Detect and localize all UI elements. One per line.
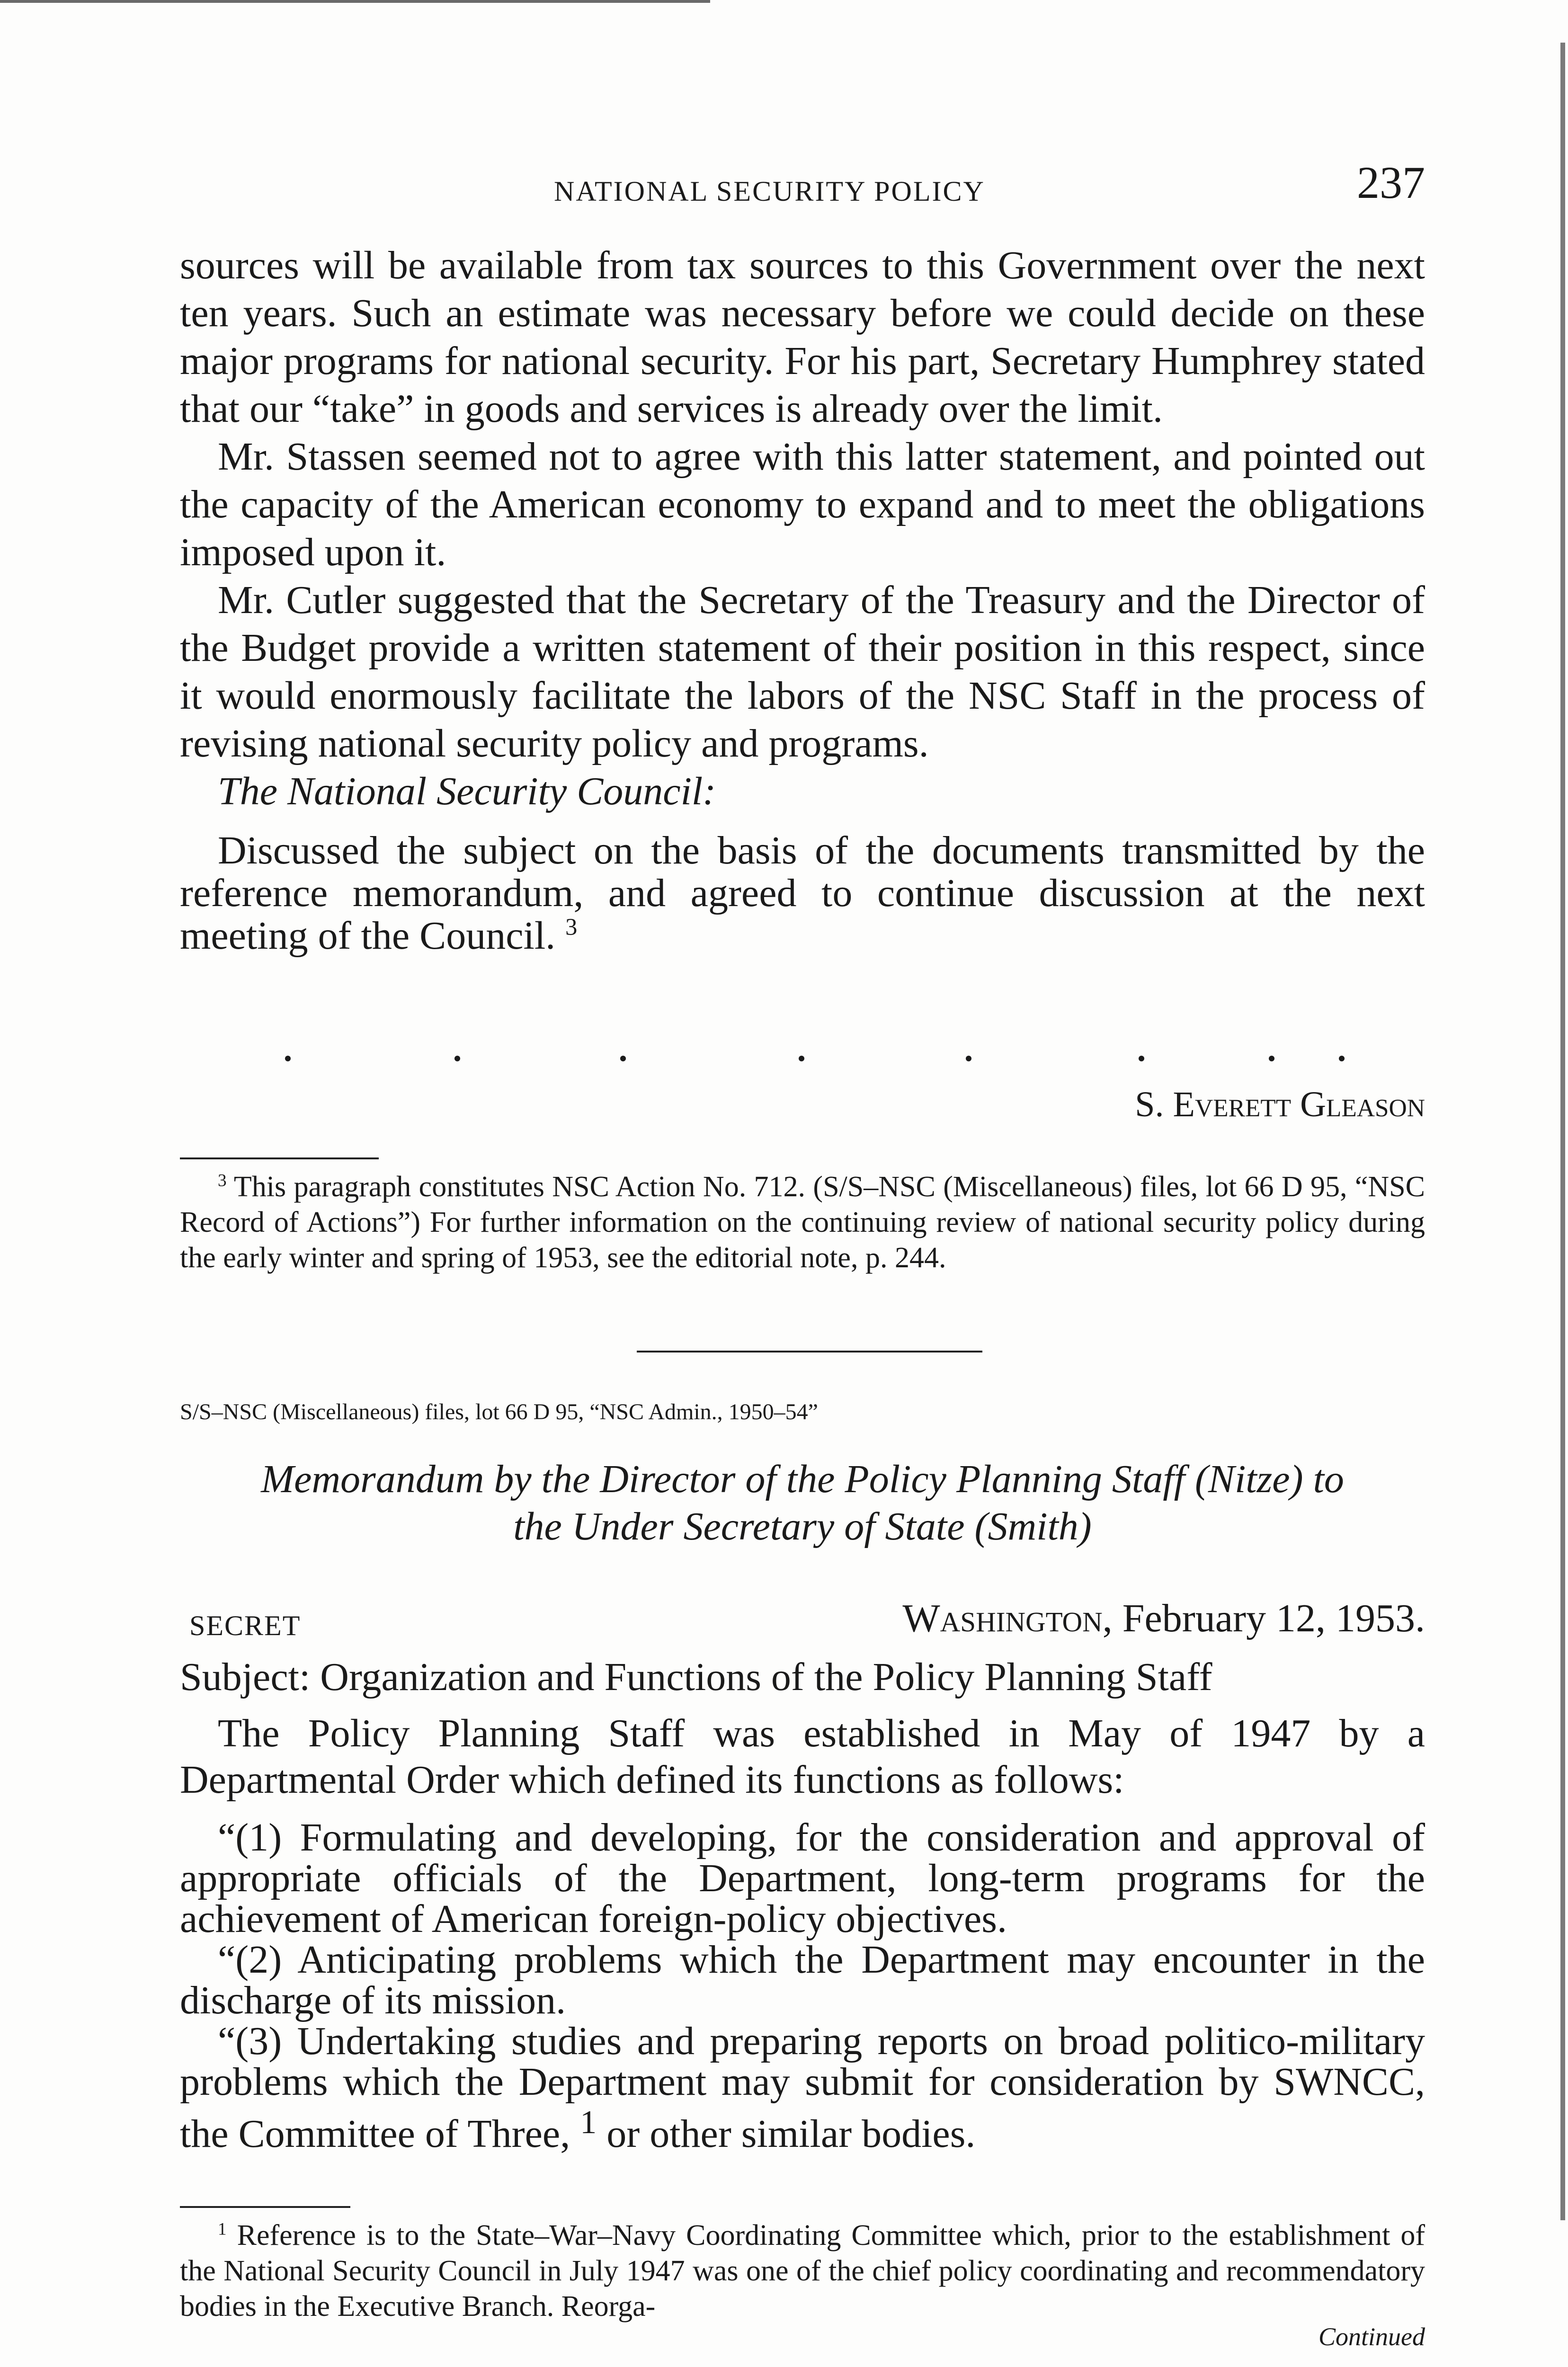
footnote-rule: [180, 2206, 350, 2208]
footnote-1-body: Reference is to the State–War–Navy Coordinating Committee which, prior to the establishment of the National Security Council in July 1947 was one of the chief policy coordinating and recommendatory bodies in the Executive Branch. Reorga-: [180, 2219, 1425, 2323]
ellipsis-dot: [1139, 1056, 1144, 1061]
memo-title-block: [180, 1456, 1425, 1550]
page-number: 237: [1357, 157, 1425, 208]
source-note: [180, 1399, 1425, 1425]
ellipsis-dot: [799, 1056, 804, 1061]
ellipsis-dot: [454, 1056, 460, 1061]
footnote-1-text: [180, 2218, 1425, 2324]
function-3-end: or other similar bodies.: [597, 2112, 976, 2156]
council-heading: The National Security Council:: [218, 769, 716, 813]
council-action-text: Discussed the subject on the basis of the documents transmitted by the reference memorandum, and agreed to continue discussion at the next meeting of the Council.: [180, 828, 1425, 958]
ellipsis-dots: [180, 1046, 1425, 1075]
ellipsis-dot: [285, 1056, 291, 1061]
function-1: “(1) Formulating and developing, for the consideration and approval of appropriate officials of the Department, long-term programs for the achievement of American foreign-policy objectives.: [180, 1815, 1425, 1941]
running-title: NATIONAL SECURITY POLICY: [554, 176, 985, 207]
memo-intro: The Policy Planning Staff was established in May of 1947 by a Departmental Order which defined its functions as follows:: [180, 1711, 1425, 1802]
function-3-text: “(3) Undertaking studies and preparing reports on broad politico-military problems which the Department may submit for consideration by SWNCC, the Committee of Three,: [180, 2019, 1425, 2156]
memo-body: [180, 1655, 1425, 2154]
footnote-3-marker: 3: [218, 1171, 227, 1191]
place-and-date: [902, 1595, 1425, 1641]
scan-edge-right: [1560, 43, 1565, 2220]
ellipsis-dot: [620, 1056, 626, 1061]
function-2: “(2) Anticipating problems which the Department may encounter in the discharge of its mission.: [180, 1938, 1425, 2022]
paragraph-stassen: Mr. Stassen seemed not to agree with this latter statement, and pointed out the capacity of the American economy to expand and to meet the obligations imposed upon it.: [180, 435, 1425, 574]
section-divider: [637, 1351, 982, 1353]
memo-title-line-1: Memorandum by the Director of the Policy Planning Staff (Nitze) to: [261, 1457, 1344, 1501]
footnote-rule: [180, 1157, 379, 1159]
upper-body: [180, 241, 1425, 957]
footnote-1-marker: 1: [218, 2219, 227, 2239]
footnote-3-body: This paragraph constitutes NSC Action No. 712. (S/S–NSC (Miscellaneous) files, lot 66 D 95, “NSC Record of Actions”) For further information on the continuing review of national security policy during the early winter and spring of 1953, see the editorial note, p. 244.: [180, 1171, 1425, 1274]
date: , February 12, 1953.: [1102, 1596, 1425, 1640]
continued-label: Continued: [1319, 2323, 1425, 2351]
source-line: S/S–NSC (Miscellaneous) files, lot 66 D 95, “NSC Admin., 1950–54”: [180, 1399, 818, 1424]
footnote-3-text: [180, 1169, 1425, 1276]
paragraph-council-action: [180, 829, 1425, 957]
scan-edge-top: [0, 0, 710, 3]
ellipsis-dot: [966, 1056, 971, 1061]
footnote-3: [180, 1169, 1425, 1276]
ellipsis-dot: [1269, 1056, 1274, 1061]
paragraph-cutler: Mr. Cutler suggested that the Secretary of the Treasury and the Director of the Budget provide a written statement of their position in this respect, since it would enormously facilitate the labors of the NSC Staff in the process of revising national security policy and programs.: [180, 578, 1425, 765]
memo-title-line-2: the Under Secretary of State (Smith): [513, 1504, 1092, 1548]
place: Washington: [902, 1596, 1103, 1640]
footnote-1: [180, 2218, 1425, 2324]
paragraph-continued: sources will be available from tax sources to this Government over the next ten years. Such an estimate was necessary before we could decide on these major programs for national security. For his part, Secretary Humphrey stated that our “take” in goods and services is already over the limit.: [180, 243, 1425, 431]
signature: S. Everett Gleason: [1135, 1085, 1425, 1124]
footnote-ref-3: 3: [565, 914, 578, 940]
classification: SECRET: [189, 1610, 301, 1641]
function-3: [180, 2021, 1425, 2154]
subject-line: Subject: Organization and Functions of the Policy Planning Staff: [180, 1655, 1212, 1699]
dateline: [180, 1595, 1425, 1647]
signature-block: [180, 1084, 1425, 1125]
footnote-ref-1: 1: [580, 2104, 597, 2141]
ellipsis-dot: [1339, 1056, 1345, 1061]
running-head: [180, 156, 1425, 213]
